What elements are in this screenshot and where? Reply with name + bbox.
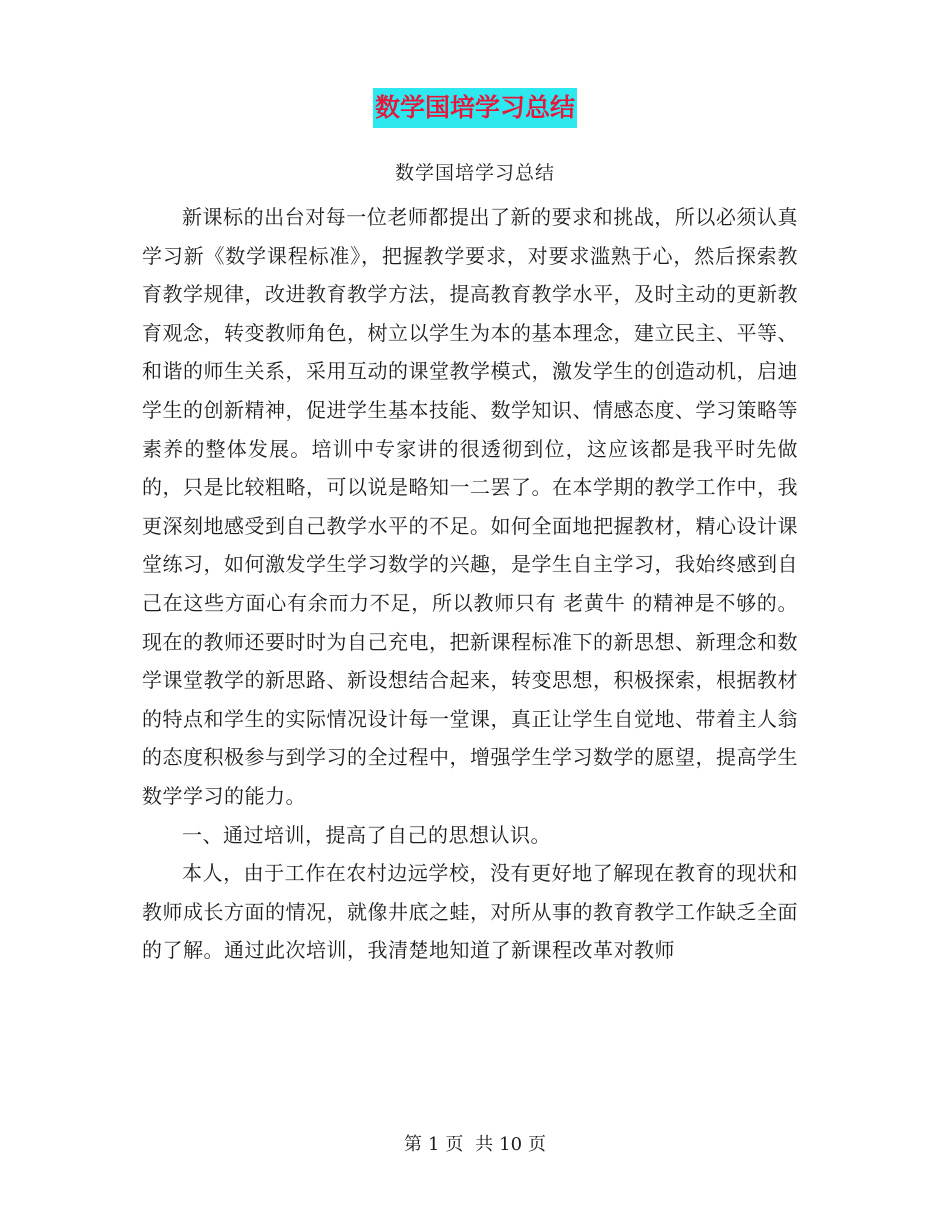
paragraph-section-1: 本人，由于工作在农村边远学校，没有更好地了解现在教育的现状和教师成长方面的情况，就像井底之蛙，对所从事的教育教学工作缺乏全面的了解。通过此次培训，我清楚地知道了新课程改革对教师 <box>142 861 798 963</box>
document-subtitle: 数学国培学习总结 <box>394 162 555 184</box>
section-heading-1: 一、通过培训，提高了自己的思想认识。 <box>182 822 551 847</box>
document-heading: 数学国培学习总结 <box>373 88 577 128</box>
heading-container <box>0 88 950 128</box>
footer-middle: 页 共 <box>445 1134 494 1155</box>
page-footer <box>0 1130 950 1160</box>
footer-total-pages: 10 <box>499 1134 523 1155</box>
paragraph-intro: 新课标的出台对每一位老师都提出了新的要求和挑战，所以必须认真学习新《数学课程标准》，把握教学要求，对要求滥熟于心，然后探索教育教学规律，改进教育教学方法，提高教育教学水平，及时主动的更新教育观念，转变教师角色，树立以学生为本的基本理念，建立民主、平等、和谐的师生关系，采用互动的课堂教学模式，激发学生的创造动机，启迪学生的创新精神，促进学生基本技能、数学知识、情感态度、学习策略等素养的整体发展。培训中专家讲的很透彻到位，这应该都是我平时先做的，只是比较粗略，可以说是略知一二罢了。在本学期的教学工作中，我更深刻地感受到自己教学水平的不足。如何全面地把握教材，精心设计课堂练习，如何激发学生学习数学的兴趣，是学生自主学习，我始终感到自己在这些方面心有余而力不足，所以教师只有 老黄牛 的精神是不够的。现在的教师还要时时为自己充电，把新课程标准下的新思想、新理念和数学课堂教学的新思路、新设想结合起来，转变思想，积极探索，根据教材的特点和学生的实际情况设计每一堂课，真正让学生自觉地、带着主人翁的态度积极参与到学习的全过程中，增强学生学习数学的愿望，提高学生数学学习的能力。 <box>142 205 798 808</box>
footer-page-number: 1 <box>427 1134 440 1155</box>
footer-prefix: 第 <box>403 1134 422 1155</box>
footer-suffix: 页 <box>528 1134 547 1155</box>
document-body <box>142 198 798 970</box>
